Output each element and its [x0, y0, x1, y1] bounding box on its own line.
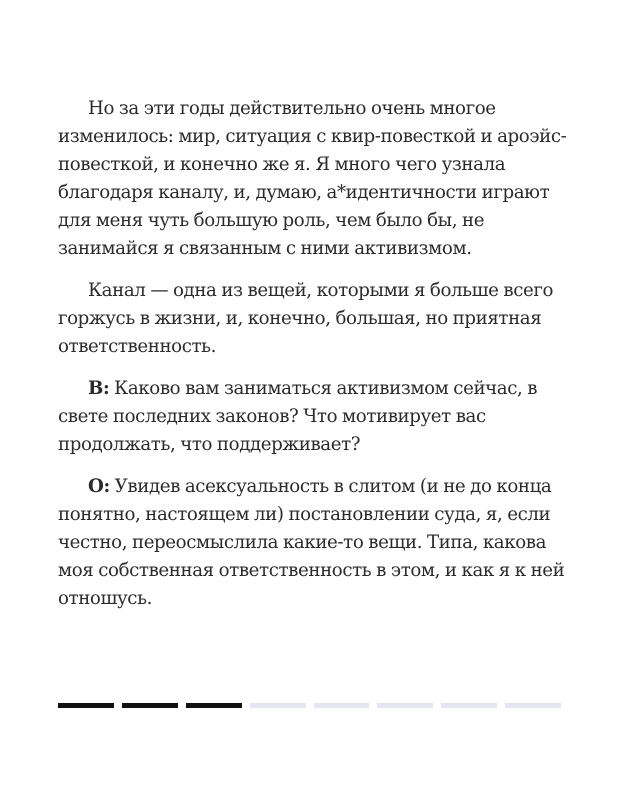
question-label: В: — [88, 378, 110, 399]
progress-segment-4[interactable] — [250, 703, 306, 708]
progress-segment-3[interactable] — [186, 703, 242, 708]
answer-paragraph — [58, 473, 568, 613]
paragraph-2-text: Канал — одна из вещей, которыми я больше всего горжусь в жизни, и, конечно, большая, но приятная ответственность. — [58, 280, 554, 357]
progress-segment-1[interactable] — [58, 703, 114, 708]
question-paragraph — [58, 375, 568, 459]
question-text: Каково вам заниматься активизмом сейчас, в свете последних законов? Что мотивирует вас продолжать, что поддерживает? — [58, 378, 538, 455]
paragraph-2 — [58, 277, 568, 361]
progress-segment-5[interactable] — [314, 703, 370, 708]
answer-text: Увидев асексуальность в слитом (и не до конца понятно, настоящем ли) постановлении суда, я, если честно, переосмыслила какие-то вещи. Типа, какова моя собственная ответственность в этом, и как я к ней отношусь. — [58, 476, 565, 609]
progress-segment-7[interactable] — [441, 703, 497, 708]
progress-segment-6[interactable] — [377, 703, 433, 708]
progress-segment-2[interactable] — [122, 703, 178, 708]
progress-segment-8[interactable] — [505, 703, 561, 708]
article-body — [58, 95, 568, 627]
paragraph-1 — [58, 95, 568, 263]
paragraph-1-text: Но за эти годы действительно очень многое изменилось: мир, ситуация с квир-повесткой и ароэйс-повесткой, и конечно же я. Я много чего узнала благодаря каналу, и, думаю, а*идентичности играют для меня чуть большую роль, чем было бы, не занимайся я связанным с ними активизмом. — [58, 98, 567, 259]
answer-label: О: — [88, 476, 110, 497]
story-progress-bar — [58, 703, 561, 708]
